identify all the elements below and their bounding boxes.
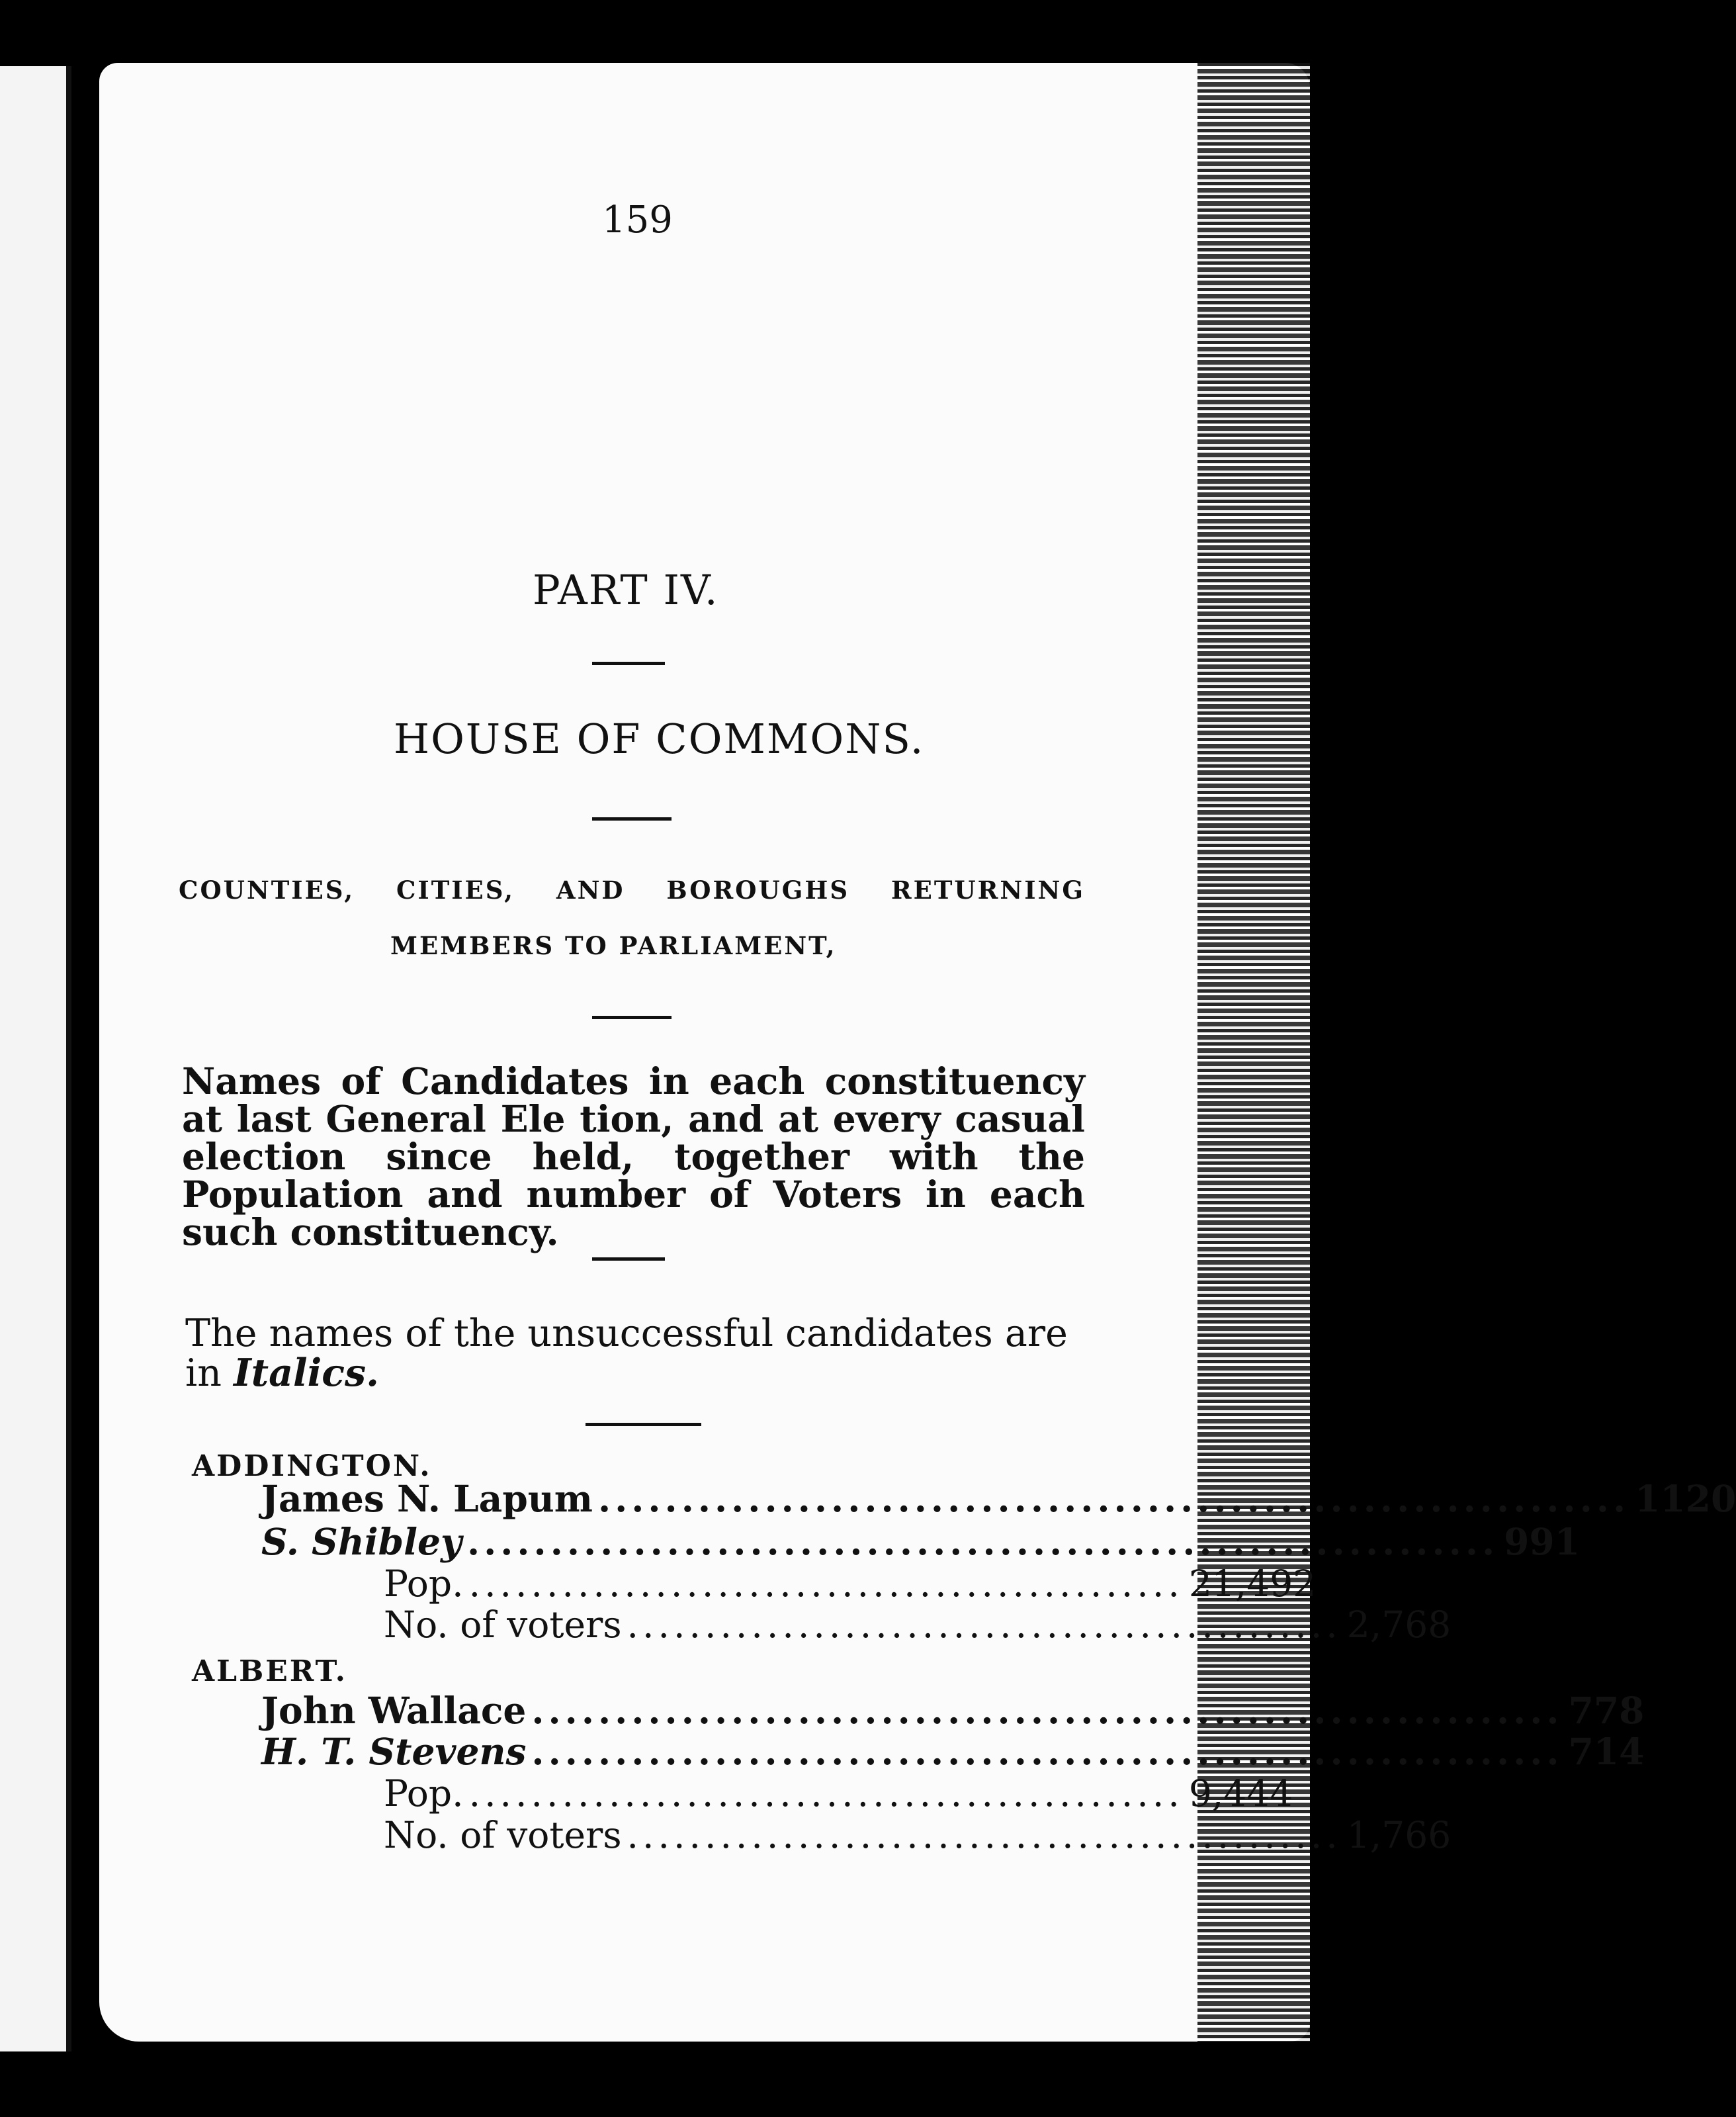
candidate-name: H. T. Stevens: [261, 1730, 527, 1773]
divider-rule: [592, 662, 665, 665]
leader-dots: ..............................................: [468, 1562, 1184, 1605]
population-row: [384, 1562, 1317, 1605]
vote-count: 714: [1568, 1730, 1645, 1773]
vote-count: 991: [1504, 1520, 1580, 1563]
subtitle-word: BOROUGHS: [666, 876, 850, 905]
italics-note-word: Italics.: [234, 1351, 379, 1395]
vote-count: 1120: [1635, 1477, 1736, 1520]
voters-value: 2,768: [1346, 1603, 1452, 1646]
voters-row: [384, 1814, 1452, 1856]
candidate-row: [261, 1477, 1736, 1520]
candidate-name: John Wallace: [261, 1689, 527, 1732]
candidate-row: [261, 1520, 1580, 1563]
intro-paragraph: Names of Candidates in each constituency at last General Ele tion, and at every casual election since held, together with the Population and number of Voters in each such constituency.: [182, 1059, 1085, 1253]
voters-row: [384, 1603, 1452, 1646]
leader-dots: ..............................................: [627, 1814, 1342, 1856]
subtitle-word: COUNTIES,: [179, 876, 355, 905]
leader-dots: ..............................................: [627, 1603, 1342, 1646]
italics-note-text: The names of the unsuccessful candidates are in: [185, 1312, 1068, 1395]
population-value: 9,444: [1188, 1772, 1293, 1815]
candidate-name: James N. Lapum: [261, 1477, 593, 1520]
leader-dots: ..............................................................: [531, 1689, 1563, 1732]
part-title: PART IV.: [533, 566, 719, 614]
stat-label: Pop.: [384, 1772, 464, 1815]
section-title: HOUSE OF COMMONS.: [394, 715, 925, 763]
subtitle-word: RETURNING: [890, 876, 1085, 905]
stat-label: Pop.: [384, 1562, 464, 1605]
voters-value: 1,766: [1346, 1814, 1452, 1856]
leader-dots: ..............................................................: [597, 1477, 1630, 1520]
subtitle-word: CITIES,: [396, 876, 515, 905]
stat-label: No. of voters: [384, 1603, 622, 1646]
page-number: 159: [602, 199, 673, 242]
vote-count: 778: [1568, 1689, 1645, 1732]
candidate-row: [261, 1689, 1645, 1732]
leader-dots: ..............................................: [468, 1772, 1184, 1815]
adjacent-page-edge: [0, 66, 71, 2051]
subtitle-line-2: MEMBERS TO PARLIAMENT,: [390, 931, 837, 960]
divider-rule: [586, 1423, 701, 1426]
italics-note: [185, 1314, 1088, 1393]
constituency-name: ALBERT.: [192, 1654, 347, 1688]
subtitle-line-1: [179, 876, 1085, 905]
population-value: 21,492: [1188, 1562, 1317, 1605]
leader-dots: ..............................................................: [531, 1730, 1563, 1773]
divider-rule: [592, 817, 672, 821]
divider-rule: [592, 1016, 672, 1019]
population-row: [384, 1772, 1293, 1815]
subtitle-word: AND: [556, 876, 625, 905]
candidate-row: [261, 1730, 1645, 1773]
divider-rule: [592, 1257, 665, 1261]
constituency-name: ADDINGTON.: [192, 1449, 432, 1483]
candidate-name: S. Shibley: [261, 1520, 462, 1563]
leader-dots: ..............................................................: [466, 1520, 1499, 1563]
book-page: [99, 63, 1736, 2042]
stat-label: No. of voters: [384, 1814, 622, 1856]
